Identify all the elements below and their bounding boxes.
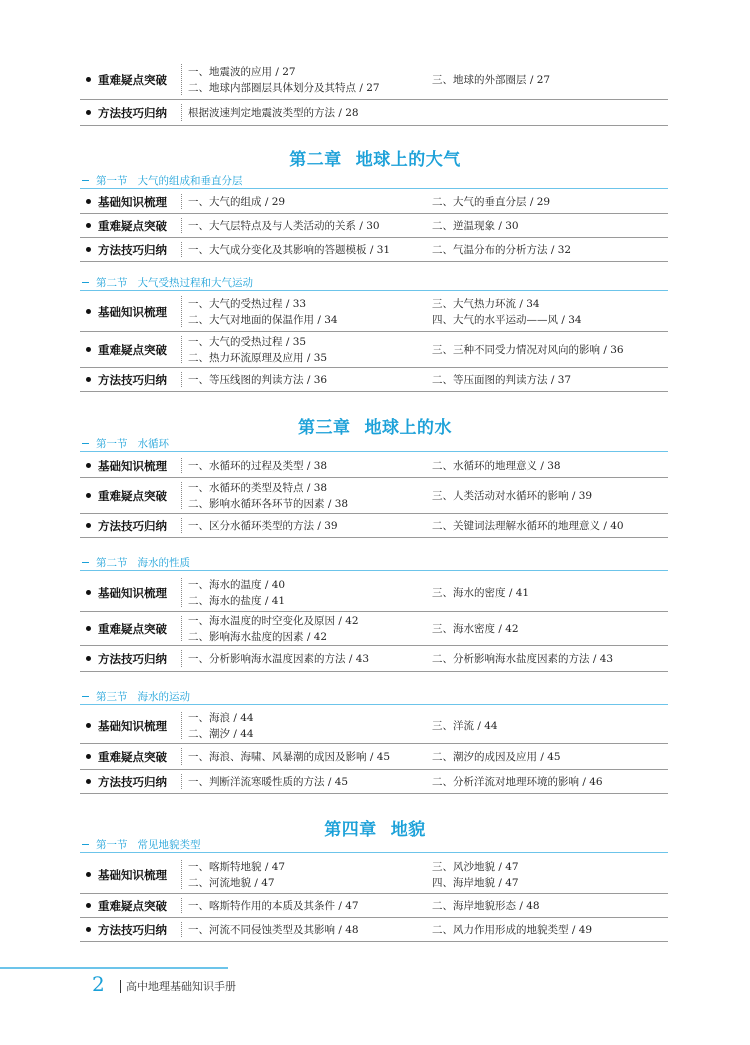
section-dash bbox=[82, 282, 89, 283]
toc-entry[interactable]: 一、大气成分变化及其影响的答题模板 / 31 bbox=[188, 243, 391, 256]
entry-column bbox=[188, 612, 418, 645]
entry-column bbox=[188, 918, 418, 941]
row-basic-knowledge bbox=[80, 856, 668, 894]
row-category bbox=[80, 60, 180, 99]
category-label: 重难疑点突破 bbox=[98, 342, 167, 357]
category-label: 重难疑点突破 bbox=[98, 898, 167, 913]
section-title[interactable] bbox=[96, 276, 261, 290]
row-category bbox=[80, 368, 180, 391]
chapter-number: 第二章 bbox=[289, 150, 342, 170]
toc-entry[interactable]: 二、海水的盐度 / 41 bbox=[188, 594, 286, 607]
row-basic-knowledge bbox=[80, 190, 668, 214]
section-number: 第三节 bbox=[96, 691, 128, 703]
row-category bbox=[80, 292, 180, 331]
section-title[interactable] bbox=[96, 690, 198, 704]
dotted-separator bbox=[181, 650, 182, 667]
entry-column bbox=[432, 744, 668, 769]
footer-rule bbox=[0, 967, 228, 969]
entry-column bbox=[432, 646, 668, 671]
entry-column bbox=[188, 514, 418, 537]
row-methods bbox=[80, 368, 668, 392]
row-category bbox=[80, 478, 180, 513]
section-number: 第一节 bbox=[96, 839, 128, 851]
chapter-name: 地球上的水 bbox=[364, 418, 452, 438]
entry-column bbox=[188, 894, 418, 917]
entry-column bbox=[188, 454, 418, 477]
toc-entry[interactable]: 二、气温分布的分析方法 / 32 bbox=[432, 243, 572, 256]
category-label: 重难疑点突破 bbox=[98, 488, 167, 503]
row-difficult-points bbox=[80, 332, 668, 368]
dotted-separator bbox=[181, 336, 182, 363]
row-category bbox=[80, 574, 180, 611]
ch3-section-1 bbox=[80, 437, 668, 453]
row-category bbox=[80, 100, 180, 125]
row-category bbox=[80, 514, 180, 537]
chapter-number: 第四章 bbox=[324, 820, 377, 840]
dotted-separator bbox=[181, 104, 182, 121]
entry-column bbox=[432, 332, 668, 367]
toc-entry[interactable]: 三、洋流 / 44 bbox=[432, 719, 498, 732]
category-label: 方法技巧归纳 bbox=[98, 518, 167, 533]
dotted-separator bbox=[181, 64, 182, 95]
entry-column bbox=[188, 478, 418, 513]
entry-column bbox=[188, 744, 418, 769]
toc-entry[interactable]: 二、风力作用形成的地貌类型 / 49 bbox=[432, 923, 593, 936]
section-number: 第二节 bbox=[96, 557, 128, 569]
dotted-separator bbox=[181, 482, 182, 509]
toc-entry[interactable]: 二、热力环流原理及应用 / 35 bbox=[188, 351, 328, 364]
ch4-section-1 bbox=[80, 838, 668, 854]
bullet-icon bbox=[86, 523, 91, 528]
section-rule bbox=[80, 704, 668, 705]
bullet-icon bbox=[86, 872, 91, 877]
section-title[interactable] bbox=[96, 174, 251, 188]
row-category bbox=[80, 332, 180, 367]
bullet-icon bbox=[86, 377, 91, 382]
toc-entry[interactable]: 一、地震波的应用 / 27 bbox=[188, 65, 296, 78]
toc-entry[interactable]: 一、海浪 / 44 bbox=[188, 711, 254, 724]
book-title: 高中地理基础知识手册 bbox=[126, 980, 236, 993]
chapter-4-title bbox=[0, 815, 750, 840]
row-basic-knowledge bbox=[80, 454, 668, 478]
category-label: 基础知识梳理 bbox=[98, 585, 167, 600]
category-label: 方法技巧归纳 bbox=[98, 774, 167, 789]
section-name: 大气受热过程和大气运动 bbox=[137, 277, 253, 289]
toc-entry[interactable]: 二、潮汐的成因及应用 / 45 bbox=[432, 750, 561, 763]
section-rule bbox=[80, 852, 668, 853]
toc-entry[interactable]: 二、分析影响海水盐度因素的方法 / 43 bbox=[432, 652, 614, 665]
row-difficult-points bbox=[80, 612, 668, 646]
toc-entry[interactable]: 一、判断洋流寒暖性质的方法 / 45 bbox=[188, 775, 349, 788]
section-number: 第一节 bbox=[96, 438, 128, 450]
toc-entry[interactable]: 一、区分水循环类型的方法 / 39 bbox=[188, 519, 338, 532]
row-difficult-points bbox=[80, 60, 668, 100]
entry-column bbox=[188, 708, 418, 743]
section-rule bbox=[80, 290, 668, 291]
category-label: 重难疑点突破 bbox=[98, 218, 167, 233]
footer-divider bbox=[120, 980, 121, 993]
row-methods bbox=[80, 238, 668, 262]
row-category bbox=[80, 894, 180, 917]
dotted-separator bbox=[181, 578, 182, 607]
toc-entry[interactable]: 一、大气的受热过程 / 33 bbox=[188, 297, 307, 310]
section-dash bbox=[82, 844, 89, 845]
entry-column bbox=[188, 190, 418, 213]
row-category bbox=[80, 770, 180, 793]
row-difficult-points bbox=[80, 478, 668, 514]
entry-column bbox=[432, 214, 668, 237]
bullet-icon bbox=[86, 347, 91, 352]
ch3-section-3 bbox=[80, 690, 668, 706]
section-rule bbox=[80, 451, 668, 452]
toc-entry[interactable]: 一、等压线图的判读方法 / 36 bbox=[188, 373, 328, 386]
chapter-number: 第三章 bbox=[298, 418, 351, 438]
row-basic-knowledge bbox=[80, 574, 668, 612]
entry-column bbox=[432, 770, 668, 793]
row-methods bbox=[80, 770, 668, 794]
dotted-separator bbox=[181, 860, 182, 889]
toc-entry[interactable]: 一、喀斯特地貌 / 47 bbox=[188, 860, 286, 873]
entry-column bbox=[188, 214, 418, 237]
dotted-separator bbox=[181, 296, 182, 327]
category-label: 方法技巧归纳 bbox=[98, 922, 167, 937]
row-difficult-points bbox=[80, 894, 668, 918]
dotted-separator bbox=[181, 518, 182, 533]
toc-entry[interactable]: 一、大气的受热过程 / 35 bbox=[188, 335, 307, 348]
section-title[interactable] bbox=[96, 838, 209, 852]
bullet-icon bbox=[86, 199, 91, 204]
entry-column bbox=[188, 238, 418, 261]
entry-column bbox=[188, 856, 418, 893]
row-category bbox=[80, 918, 180, 941]
bullet-icon bbox=[86, 927, 91, 932]
dotted-separator bbox=[181, 616, 182, 641]
entry-column bbox=[188, 292, 418, 331]
toc-entry[interactable]: 四、海岸地貌 / 47 bbox=[432, 876, 519, 889]
entry-column bbox=[188, 60, 418, 99]
entry-column bbox=[188, 646, 418, 671]
bullet-icon bbox=[86, 110, 91, 115]
section-rule bbox=[80, 570, 668, 571]
category-label: 方法技巧归纳 bbox=[98, 105, 167, 120]
toc-entry[interactable]: 一、大气的组成 / 29 bbox=[188, 195, 286, 208]
bullet-icon bbox=[86, 626, 91, 631]
bullet-icon bbox=[86, 723, 91, 728]
section-title[interactable] bbox=[96, 437, 177, 451]
row-category bbox=[80, 744, 180, 769]
entry-column bbox=[432, 894, 668, 917]
toc-entry[interactable]: 二、海岸地貌形态 / 48 bbox=[432, 899, 540, 912]
entry-column bbox=[432, 918, 668, 941]
row-category bbox=[80, 190, 180, 213]
entry-column bbox=[188, 770, 418, 793]
category-label: 方法技巧归纳 bbox=[98, 651, 167, 666]
toc-entry[interactable]: 二、等压面图的判读方法 / 37 bbox=[432, 373, 572, 386]
dotted-separator bbox=[181, 712, 182, 739]
section-dash bbox=[82, 180, 89, 181]
toc-entry[interactable]: 三、大气热力环流 / 34 bbox=[432, 297, 540, 310]
row-category bbox=[80, 214, 180, 237]
section-name: 海水的运动 bbox=[137, 691, 190, 703]
entry-column bbox=[432, 190, 668, 213]
ch2-section-1 bbox=[80, 174, 668, 190]
section-name: 海水的性质 bbox=[137, 557, 190, 569]
bullet-icon bbox=[86, 656, 91, 661]
entry-column bbox=[432, 454, 668, 477]
category-label: 基础知识梳理 bbox=[98, 867, 167, 882]
category-label: 基础知识梳理 bbox=[98, 194, 167, 209]
row-difficult-points bbox=[80, 214, 668, 238]
toc-entry[interactable]: 一、海水温度的时空变化及原因 / 42 bbox=[188, 614, 359, 627]
row-methods bbox=[80, 646, 668, 672]
toc-entry[interactable]: 二、影响海水盐度的因素 / 42 bbox=[188, 630, 328, 643]
bullet-icon bbox=[86, 493, 91, 498]
row-category bbox=[80, 708, 180, 743]
toc-entry[interactable]: 三、风沙地貌 / 47 bbox=[432, 860, 519, 873]
toc-entry[interactable]: 三、海水密度 / 42 bbox=[432, 622, 519, 635]
toc-entry[interactable]: 三、地球的外部圈层 / 27 bbox=[432, 73, 551, 86]
toc-entry[interactable]: 二、水循环的地理意义 / 38 bbox=[432, 459, 561, 472]
bullet-icon bbox=[86, 223, 91, 228]
toc-entry[interactable]: 一、水循环的过程及类型 / 38 bbox=[188, 459, 328, 472]
row-category bbox=[80, 238, 180, 261]
row-category bbox=[80, 856, 180, 893]
section-dash bbox=[82, 443, 89, 444]
row-methods bbox=[80, 514, 668, 538]
toc-entry[interactable]: 二、影响水循环各环节的因素 / 38 bbox=[188, 497, 349, 510]
entry-column bbox=[432, 856, 668, 893]
dotted-separator bbox=[181, 218, 182, 233]
toc-entry[interactable]: 二、大气对地面的保温作用 / 34 bbox=[188, 313, 338, 326]
dotted-separator bbox=[181, 372, 182, 387]
toc-entry[interactable]: 二、分析洋流对地理环境的影响 / 46 bbox=[432, 775, 603, 788]
bullet-icon bbox=[86, 463, 91, 468]
entry-column bbox=[432, 60, 668, 99]
toc-entry[interactable]: 二、关键词法理解水循环的地理意义 / 40 bbox=[432, 519, 624, 532]
toc-entry[interactable]: 二、地球内部圈层具体划分及其特点 / 27 bbox=[188, 81, 380, 94]
dotted-separator bbox=[181, 458, 182, 473]
bullet-icon bbox=[86, 754, 91, 759]
toc-entry[interactable]: 二、河流地貌 / 47 bbox=[188, 876, 275, 889]
toc-entry[interactable]: 一、海水的温度 / 40 bbox=[188, 578, 286, 591]
section-name: 大气的组成和垂直分层 bbox=[137, 175, 243, 187]
bullet-icon bbox=[86, 903, 91, 908]
chapter-name: 地貌 bbox=[390, 820, 426, 840]
toc-entry[interactable]: 根据波速判定地震波类型的方法 / 28 bbox=[188, 106, 359, 119]
toc-entry[interactable]: 一、喀斯特作用的本质及其条件 / 47 bbox=[188, 899, 359, 912]
row-difficult-points bbox=[80, 744, 668, 770]
row-category bbox=[80, 612, 180, 645]
category-label: 方法技巧归纳 bbox=[98, 242, 167, 257]
toc-entry[interactable]: 二、大气的垂直分层 / 29 bbox=[432, 195, 551, 208]
dotted-separator bbox=[181, 194, 182, 209]
entry-column bbox=[188, 574, 418, 611]
toc-entry[interactable]: 二、逆温现象 / 30 bbox=[432, 219, 519, 232]
toc-entry[interactable]: 三、人类活动对水循环的影响 / 39 bbox=[432, 489, 593, 502]
category-label: 基础知识梳理 bbox=[98, 304, 167, 319]
row-basic-knowledge bbox=[80, 708, 668, 744]
toc-entry[interactable]: 一、水循环的类型及特点 / 38 bbox=[188, 481, 328, 494]
category-label: 基础知识梳理 bbox=[98, 458, 167, 473]
category-label: 基础知识梳理 bbox=[98, 718, 167, 733]
chapter-2-title bbox=[0, 145, 750, 170]
entry-column bbox=[188, 100, 668, 125]
toc-entry[interactable]: 三、海水的密度 / 41 bbox=[432, 586, 530, 599]
ch2-section-2 bbox=[80, 276, 668, 292]
entry-column bbox=[432, 478, 668, 513]
toc-entry[interactable]: 一、河流不同侵蚀类型及其影响 / 48 bbox=[188, 923, 359, 936]
entry-column bbox=[432, 514, 668, 537]
bullet-icon bbox=[86, 590, 91, 595]
toc-entry[interactable]: 二、潮汐 / 44 bbox=[188, 727, 254, 740]
dotted-separator bbox=[181, 922, 182, 937]
ch3-section-2 bbox=[80, 556, 668, 572]
bullet-icon bbox=[86, 247, 91, 252]
dotted-separator bbox=[181, 774, 182, 789]
section-rule bbox=[80, 188, 668, 189]
section-number: 第一节 bbox=[96, 175, 128, 187]
row-methods bbox=[80, 100, 668, 126]
category-label: 重难疑点突破 bbox=[98, 749, 167, 764]
bullet-icon bbox=[86, 779, 91, 784]
entry-column bbox=[432, 238, 668, 261]
bullet-icon bbox=[86, 309, 91, 314]
chapter-3-title bbox=[0, 413, 750, 438]
dotted-separator bbox=[181, 242, 182, 257]
toc-entry[interactable]: 四、大气的水平运动——风 / 34 bbox=[432, 313, 582, 326]
row-methods bbox=[80, 918, 668, 942]
section-dash bbox=[82, 696, 89, 697]
entry-column bbox=[432, 368, 668, 391]
dotted-separator bbox=[181, 898, 182, 913]
row-category bbox=[80, 454, 180, 477]
chapter-name: 地球上的大气 bbox=[355, 150, 461, 170]
entry-column bbox=[432, 292, 668, 331]
toc-entry[interactable]: 一、大气层特点及与人类活动的关系 / 30 bbox=[188, 219, 380, 232]
toc-entry[interactable]: 一、海浪、海啸、风暴潮的成因及影响 / 45 bbox=[188, 750, 391, 763]
category-label: 重难疑点突破 bbox=[98, 72, 167, 87]
row-category bbox=[80, 646, 180, 671]
toc-entry[interactable]: 三、三种不同受力情况对风向的影响 / 36 bbox=[432, 343, 624, 356]
entry-column bbox=[432, 708, 668, 743]
bullet-icon bbox=[86, 77, 91, 82]
section-title[interactable] bbox=[96, 556, 198, 570]
dotted-separator bbox=[181, 748, 182, 765]
category-label: 方法技巧归纳 bbox=[98, 372, 167, 387]
entry-column bbox=[432, 574, 668, 611]
page-number: 2 bbox=[92, 972, 105, 996]
row-basic-knowledge bbox=[80, 292, 668, 332]
section-name: 水循环 bbox=[137, 438, 169, 450]
section-name: 常见地貌类型 bbox=[137, 839, 201, 851]
toc-entry[interactable]: 一、分析影响海水温度因素的方法 / 43 bbox=[188, 652, 370, 665]
section-number: 第二节 bbox=[96, 277, 128, 289]
entry-column bbox=[188, 368, 418, 391]
entry-column bbox=[188, 332, 418, 367]
section-dash bbox=[82, 562, 89, 563]
entry-column bbox=[432, 612, 668, 645]
category-label: 重难疑点突破 bbox=[98, 621, 167, 636]
